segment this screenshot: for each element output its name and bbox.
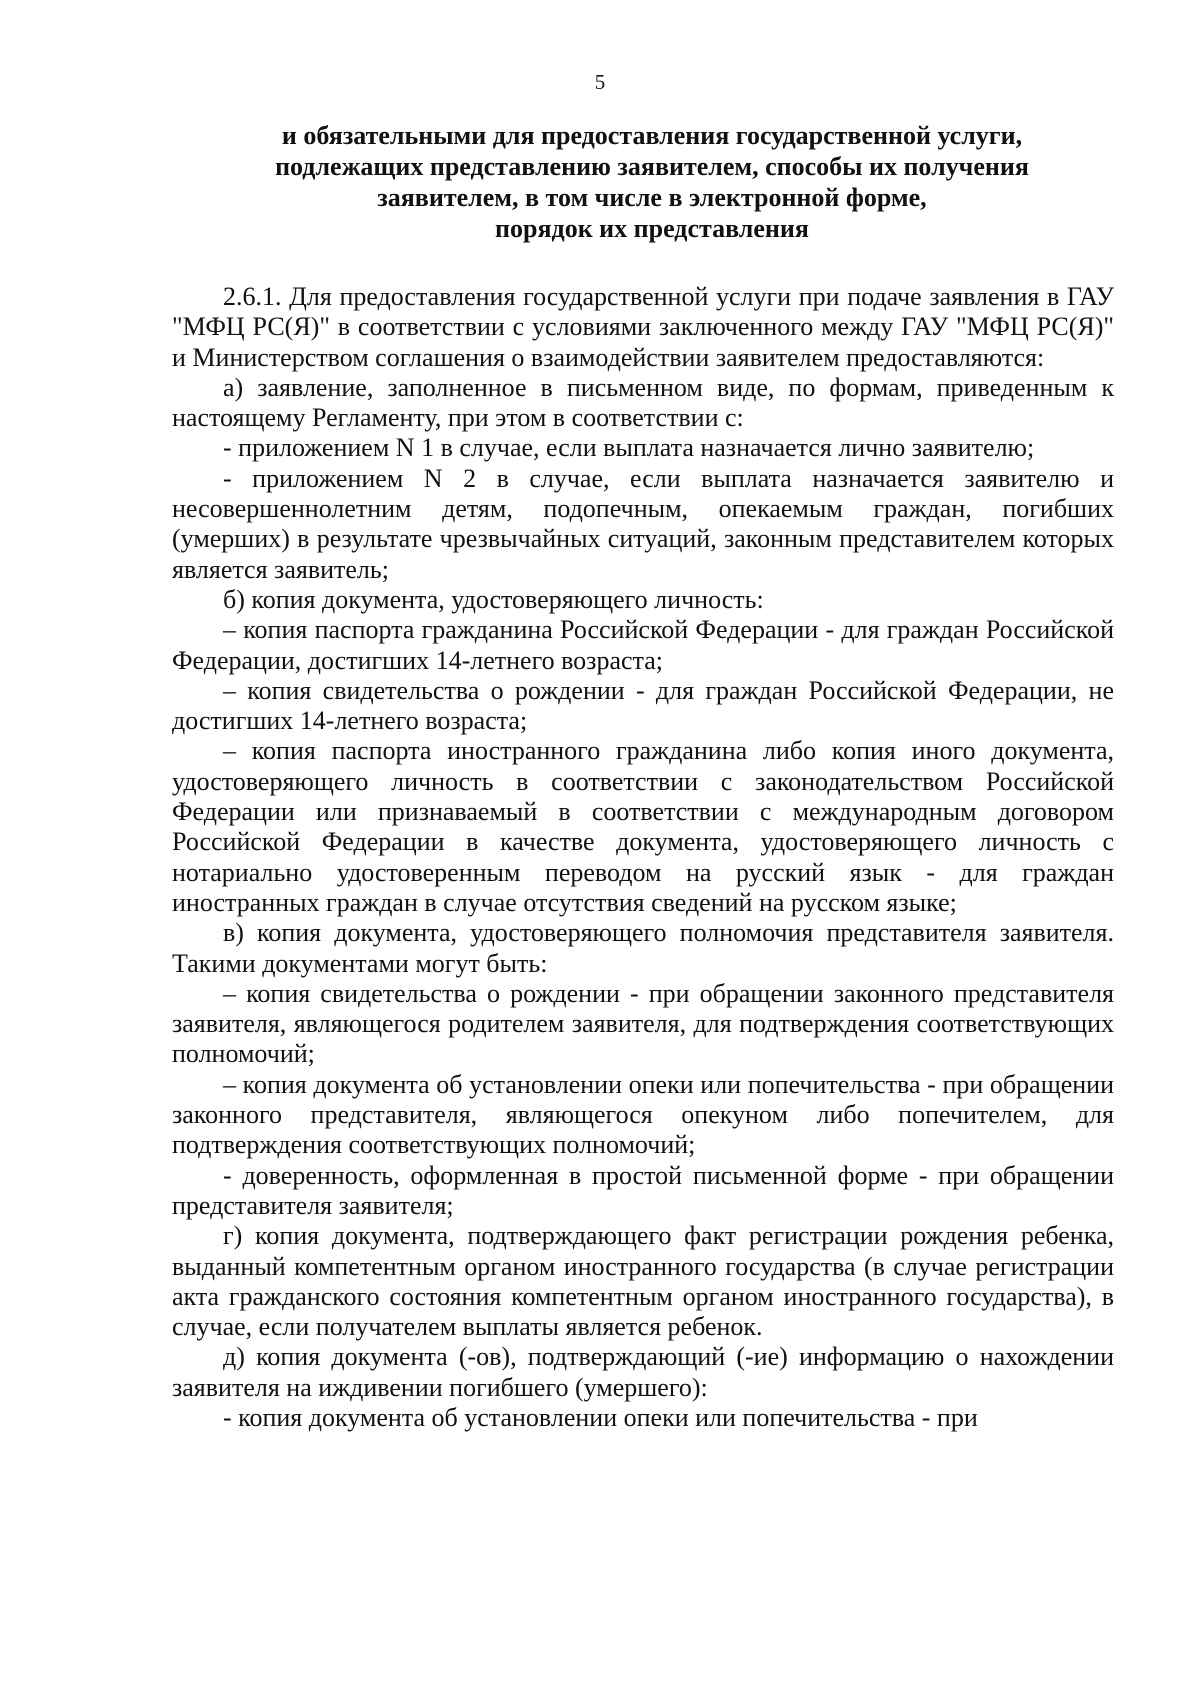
paragraph: – копия свидетельства о рождении - при обращении законного представителя заявителя, являющегося родителем заявителя, для подтверждения соответствующих полномочий;: [172, 978, 1114, 1069]
paragraph: – копия паспорта гражданина Российской Федерации - для граждан Российской Федерации, достигших 14-летнего возраста;: [172, 615, 1114, 675]
heading-line: и обязательными для предоставления государственной услуги,: [281, 121, 1023, 150]
paragraph: – копия паспорта иностранного гражданина либо копия иного документа, удостоверяющего личность в соответствии с законодательством Российской Федерации или признаваемый в соответствии с международным договором Российской Федерации в качестве документа, удостоверяющего личность с нотариально удостоверенным переводом на русский язык - для граждан иностранных граждан в случае отсутствия сведений на русском языке;: [172, 736, 1114, 917]
section-heading: [172, 120, 1132, 244]
paragraph: в) копия документа, удостоверяющего полномочия представителя заявителя. Такими документами могут быть:: [172, 918, 1114, 978]
paragraph: д) копия документа (-ов), подтверждающий (-ие) информацию о нахождении заявителя на иждивении погибшего (умершего):: [172, 1342, 1114, 1402]
paragraph: 2.6.1. Для предоставления государственной услуги при подаче заявления в ГАУ "МФЦ РС(Я)" в соответствии с условиями заключенного между ГАУ "МФЦ РС(Я)" и Министерством соглашения о взаимодействии заявителем предоставляются:: [172, 282, 1114, 372]
paragraph: г) копия документа, подтверждающего факт регистрации рождения ребенка, выданный компетентным органом иностранного государства (в случае регистрации акта гражданского состояния компетентным органом иностранного государства), в случае, если получателем выплаты является ребенок.: [172, 1221, 1114, 1342]
paragraph: б) копия документа, удостоверяющего личность:: [223, 584, 764, 614]
heading-line: подлежащих представлению заявителем, способы их получения: [275, 152, 1029, 181]
paragraph: – копия свидетельства о рождении - для граждан Российской Федерации, не достигших 14-летнего возраста;: [172, 675, 1114, 736]
heading-line: заявителем, в том числе в электронной форме,: [377, 183, 927, 212]
paragraph: - доверенность, оформленная в простой письменной форме - при обращении представителя заявителя;: [172, 1160, 1114, 1220]
heading-line: порядок их представления: [495, 214, 809, 243]
paragraph: - приложением N 1 в случае, если выплата назначается лично заявителю;: [223, 433, 1035, 463]
paragraph: - приложением N 2 в случае, если выплата назначается заявителю и несовершеннолетним детям, подопечным, опекаемым граждан, погибших (умерших) в результате чрезвычайных ситуаций, законным представителем которых является заявитель;: [172, 463, 1114, 584]
body-text: [172, 282, 1114, 1433]
paragraph: – копия документа об установлении опеки или попечительства - при обращении законного представителя, являющегося опекуном либо попечителем, для подтверждения соответствующих полномочий;: [172, 1069, 1114, 1160]
paragraph: а) заявление, заполненное в письменном виде, по формам, приведенным к настоящему Регламенту, при этом в соответствии с:: [172, 372, 1114, 433]
page-number: 5: [594, 70, 606, 94]
paragraph: - копия документа об установлении опеки или попечительства - при: [223, 1402, 978, 1432]
